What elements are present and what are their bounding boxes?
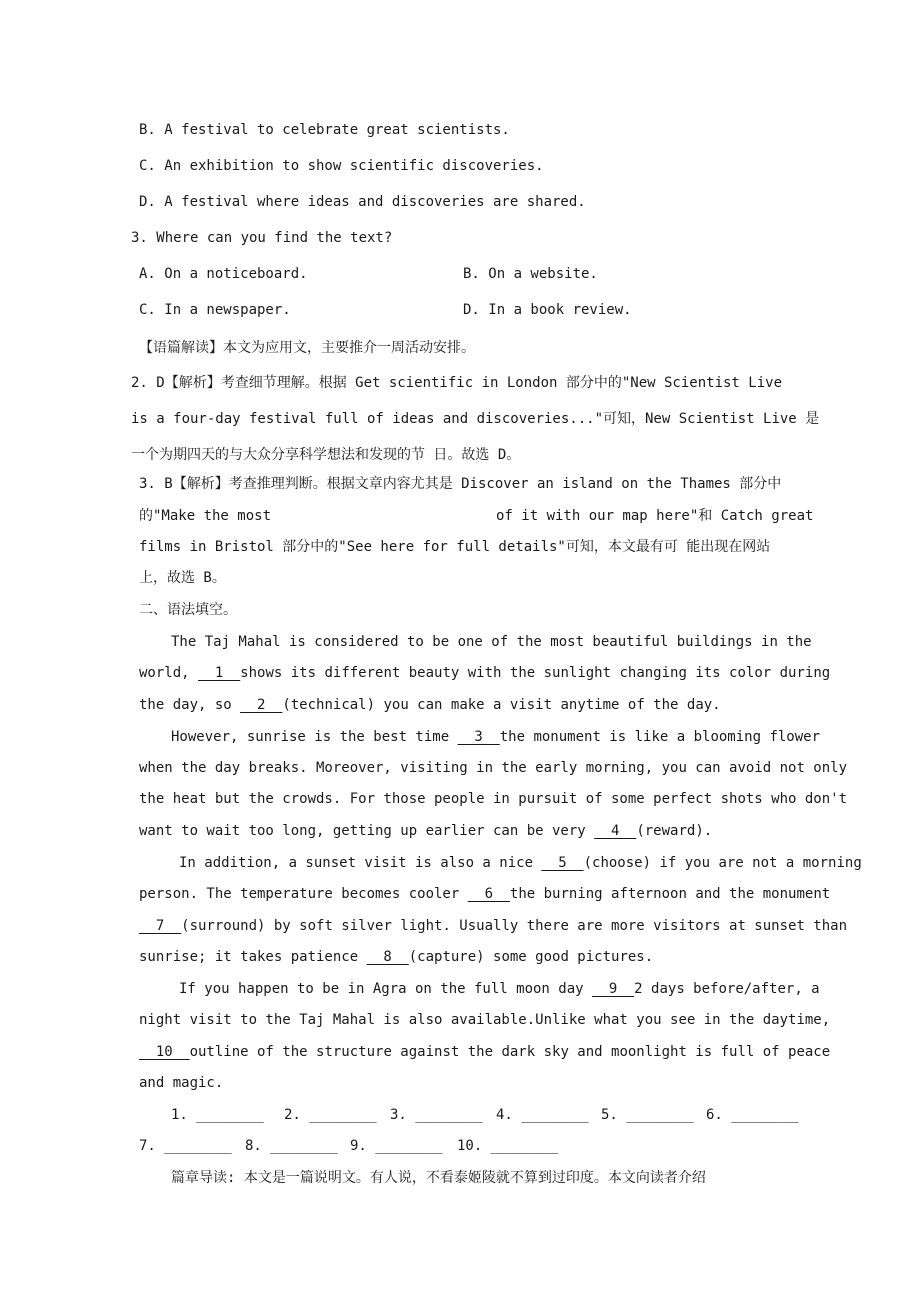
- blank-3[interactable]: __3__: [457, 729, 500, 745]
- blank-4[interactable]: __4__: [594, 823, 637, 839]
- passage-text: outline of the structure against the dark sky and moonlight is full of peace: [189, 1044, 831, 1060]
- passage-text: shows its different beauty with the sunlight changing its color during: [240, 665, 831, 681]
- q3-option-d: D. In a book review.: [463, 302, 632, 318]
- passage-p3-line-3: [139, 916, 847, 936]
- section-title: 二、语法填空。: [139, 602, 237, 618]
- passage-text: (choose) if you are not a morning: [583, 855, 862, 871]
- q3-option-c: C. In a newspaper.: [139, 302, 291, 318]
- answer-2-line-1: 2. D【解析】考查细节理解。根据 Get scientific in London 部分中的"New Scientist Live: [131, 375, 783, 391]
- passage-p2-line-1: [171, 727, 820, 747]
- passage-text: want to wait too long, getting up earlier can be very: [139, 823, 595, 839]
- passage-p1-line-2: [139, 663, 830, 683]
- answer-slot-4[interactable]: 4. ________: [496, 1107, 589, 1123]
- answer-row-1: [171, 1105, 799, 1125]
- passage-text: the monument is like a blooming flower: [499, 729, 821, 745]
- blank-8[interactable]: __8__: [366, 949, 409, 965]
- answer-2-line-3: 一个为期四天的与大众分享科学想法和发现的节 日。故选 D。: [131, 447, 521, 463]
- blank-9[interactable]: __9__: [592, 981, 635, 997]
- passage-p1-line-3: [139, 695, 721, 715]
- q3-option-a: A. On a noticeboard.: [139, 266, 308, 282]
- analysis-intro: 【语篇解读】本文为应用文，主要推介一周活动安排。: [139, 340, 475, 356]
- passage-text: the burning afternoon and the monument: [509, 886, 831, 902]
- passage-p3-line-4: [139, 947, 653, 967]
- passage-text: In addition, a sunset visit is also a nice: [179, 855, 542, 871]
- passage-p1-line-1: The Taj Mahal is considered to be one of the most beautiful buildings in the: [171, 634, 812, 650]
- answer-row-2: [139, 1136, 558, 1156]
- passage-text: person. The temperature becomes cooler: [139, 886, 468, 902]
- passage-text: sunrise; it takes patience: [139, 949, 367, 965]
- answer-slot-9[interactable]: 9. ________: [350, 1138, 443, 1154]
- q3-option-b: B. On a website.: [463, 266, 598, 282]
- answer-slot-2[interactable]: 2. ________: [284, 1107, 377, 1123]
- blank-6[interactable]: __6__: [467, 886, 510, 902]
- answer-slot-8[interactable]: 8. ________: [245, 1138, 338, 1154]
- passage-p4-line-4: and magic.: [139, 1075, 224, 1091]
- answer-3-line-2b: of it with our map here"和 Catch great: [496, 508, 814, 524]
- answer-3-line-2a: 的"Make the most: [139, 508, 272, 524]
- q2-option-b: B. A festival to celebrate great scientists.: [139, 122, 510, 138]
- passage-p3-line-2: [139, 884, 830, 904]
- passage-p2-line-3: the heat but the crowds. For those people in pursuit of some perfect shots who don't: [139, 791, 848, 807]
- answer-slot-1[interactable]: 1. ________: [171, 1107, 264, 1123]
- blank-10[interactable]: __10__: [139, 1044, 190, 1060]
- passage-p2-line-4: [139, 821, 712, 841]
- answer-3-line-1: 3. B【解析】考查推理判断。根据文章内容尤其是 Discover an island on the Thames 部分中: [139, 476, 782, 492]
- passage-text: 2 days before/after, a: [634, 981, 820, 997]
- blank-7[interactable]: __7__: [139, 918, 182, 934]
- passage-p4-line-3: [139, 1042, 830, 1062]
- passage-text: world,: [139, 665, 199, 681]
- q2-option-c: C. An exhibition to show scientific discoveries.: [139, 158, 544, 174]
- passage-text: (reward).: [636, 823, 713, 839]
- answer-2-line-2: is a four-day festival full of ideas and discoveries..."可知，New Scientist Live 是: [131, 411, 820, 427]
- passage-p3-line-1: [179, 853, 862, 873]
- answer-slot-7[interactable]: 7. ________: [139, 1138, 232, 1154]
- answer-slot-6[interactable]: 6. ________: [706, 1107, 799, 1123]
- answer-slot-3[interactable]: 3. ________: [390, 1107, 483, 1123]
- blank-2[interactable]: __2__: [240, 697, 283, 713]
- passage-text: (surround) by soft silver light. Usually there are more visitors at sunset than: [181, 918, 848, 934]
- passage-text: (technical) you can make a visit anytime of the day.: [282, 697, 721, 713]
- passage-text: If you happen to be in Agra on the full moon day: [179, 981, 593, 997]
- blank-5[interactable]: __5__: [541, 855, 584, 871]
- passage-text: the day, so: [139, 697, 241, 713]
- q3-question: 3. Where can you find the text?: [131, 230, 393, 246]
- answer-slot-5[interactable]: 5. ________: [601, 1107, 694, 1123]
- answer-slot-10[interactable]: 10. ________: [457, 1138, 559, 1154]
- answer-3-line-3: films in Bristol 部分中的"See here for full details"可知，本文最有可 能出现在网站: [139, 539, 771, 555]
- q2-option-d: D. A festival where ideas and discoveries are shared.: [139, 194, 586, 210]
- passage-guide: 篇章导读: 本文是一篇说明文。有人说，不看泰姬陵就不算到过印度。本文向读者介绍: [171, 1170, 706, 1186]
- passage-p4-line-1: [179, 979, 820, 999]
- passage-p2-line-2: when the day breaks. Moreover, visiting in the early morning, you can avoid not only: [139, 760, 848, 776]
- passage-p4-line-2: night visit to the Taj Mahal is also available.Unlike what you see in the daytime,: [139, 1012, 831, 1028]
- passage-text: However, sunrise is the best time: [171, 729, 458, 745]
- passage-text: (capture) some good pictures.: [408, 949, 654, 965]
- blank-1[interactable]: __1__: [198, 665, 241, 681]
- answer-3-line-4: 上，故选 B。: [139, 570, 226, 586]
